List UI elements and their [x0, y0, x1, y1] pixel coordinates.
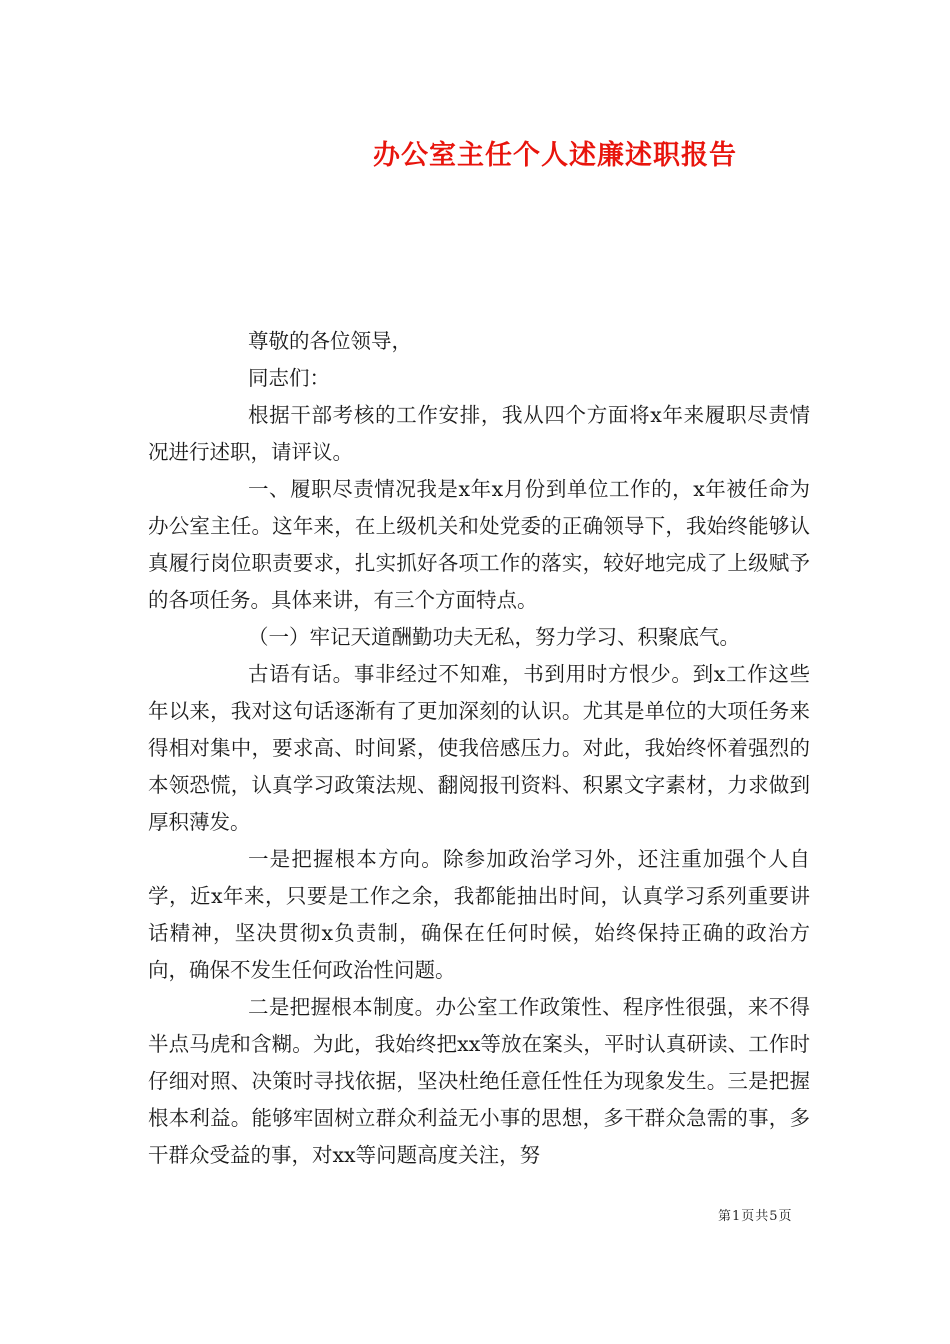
document-body — [148, 323, 810, 1174]
paragraph: 一、履职尽责情况我是x年x月份到单位工作的，x年被任命为办公室主任。这年来，在上级机关和处党委的正确领导下，我始终能够认真履行岗位职责要求，扎实抓好各项工作的落实，较好地完成了上级赋予的各项任务。具体来讲，有三个方面特点。 — [148, 477, 810, 612]
document-title: 办公室主任个人述廉述职报告 — [373, 140, 737, 171]
paragraph: 根据干部考核的工作安排，我从四个方面将x年来履职尽责情况进行述职，请评议。 — [148, 403, 810, 464]
paragraph: 一是把握根本方向。除参加政治学习外，还注重加强个人自学，近x年来，只要是工作之余，我都能抽出时间，认真学习系列重要讲话精神，坚决贯彻x负责制，确保在任何时候，始终保持正确的政治方向，确保不发生任何政治性问题。 — [148, 847, 810, 982]
greeting-line-2: 同志们： — [248, 366, 330, 390]
section-heading: （一）牢记天道酬勤功夫无私，努力学习、积聚底气。 — [248, 625, 740, 649]
paragraph: 二是把握根本制度。办公室工作政策性、程序性很强，来不得半点马虎和含糊。为此，我始终把xx等放在案头，平时认真研读、工作时仔细对照、决策时寻找依据，坚决杜绝任意任性任为现象发生。三是把握根本利益。能够牢固树立群众利益无小事的思想，多干群众急需的事，多干群众受益的事，对xx等问题高度关注，努 — [148, 995, 810, 1167]
page-number: 第1页共5页 — [718, 1209, 793, 1224]
paragraph: 古语有话。事非经过不知难，书到用时方恨少。到x工作这些年以来，我对这句话逐渐有了更加深刻的认识。尤其是单位的大项任务来得相对集中，要求高、时间紧，使我倍感压力。对此，我始终怀着强烈的本领恐慌，认真学习政策法规、翻阅报刊资料、积累文字素材，力求做到厚积薄发。 — [148, 662, 810, 834]
greeting-line-1: 尊敬的各位领导， — [248, 329, 412, 353]
